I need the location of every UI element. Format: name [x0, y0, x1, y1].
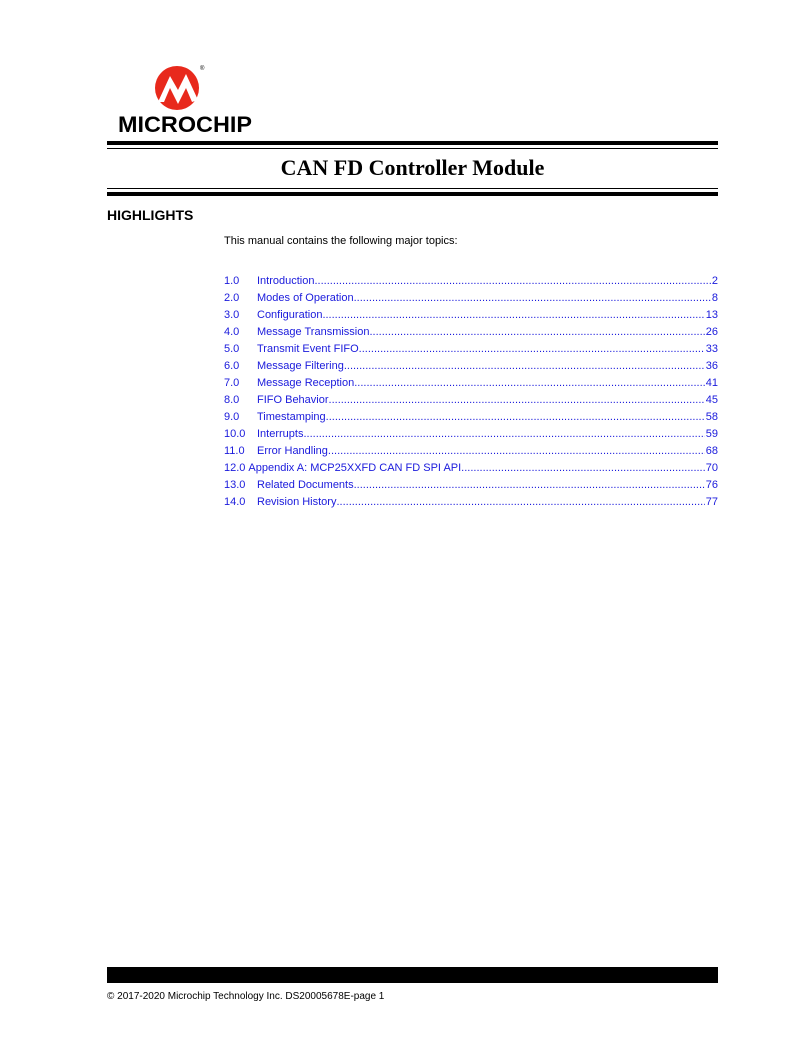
toc-leader-dots: [359, 342, 705, 359]
svg-text:®: ®: [200, 66, 205, 72]
toc-page-number: 76: [705, 479, 718, 491]
toc-page-number: 45: [705, 394, 718, 406]
toc-entry[interactable]: [224, 444, 718, 461]
toc-title: Timestamping: [257, 411, 326, 423]
toc-entry[interactable]: [224, 410, 718, 427]
footer-text: © 2017-2020 Microchip Technology Inc. DS20005678E-page 1: [107, 991, 385, 1002]
microchip-logo-icon: [118, 64, 258, 136]
toc-title: FIFO Behavior: [257, 394, 329, 406]
toc-entry[interactable]: [224, 274, 718, 291]
toc-entry[interactable]: [224, 308, 718, 325]
toc-entry[interactable]: [224, 427, 718, 444]
toc-entry[interactable]: [224, 325, 718, 342]
toc-number: 2.0: [224, 292, 240, 304]
toc-entry[interactable]: [224, 495, 718, 512]
toc-title: Message Transmission: [257, 326, 370, 338]
toc-title: Interrupts: [257, 428, 304, 440]
toc-number: 3.0: [224, 309, 240, 321]
toc-entry[interactable]: [224, 461, 718, 478]
svg-text:MICROCHIP: MICROCHIP: [118, 112, 252, 136]
toc-entry[interactable]: [224, 478, 718, 495]
toc-page-number: 77: [705, 496, 718, 508]
toc-page-number: 26: [705, 326, 718, 338]
toc-number: 5.0: [224, 343, 240, 355]
toc-title: Message Filtering: [257, 360, 344, 372]
toc-title: Message Reception: [257, 377, 355, 389]
toc-title: Error Handling: [257, 445, 328, 457]
header-rule-thick: [107, 141, 718, 145]
toc-entry[interactable]: [224, 393, 718, 410]
toc-number: 4.0: [224, 326, 240, 338]
toc-page-number: 8: [711, 292, 718, 304]
toc-number: 8.0: [224, 394, 240, 406]
toc-leader-dots: [336, 495, 704, 512]
header-rule-thin: [107, 148, 718, 149]
table-of-contents: [224, 274, 718, 512]
toc-page-number: 36: [705, 360, 718, 372]
toc-page-number: 2: [711, 275, 718, 287]
page-title: CAN FD Controller Module: [280, 155, 545, 180]
toc-number: 9.0: [224, 411, 240, 423]
toc-number: 14.0: [224, 496, 246, 508]
toc-number: 13.0: [224, 479, 246, 491]
toc-title: Related Documents: [257, 479, 354, 491]
title-rule-thin: [107, 188, 718, 189]
highlights-heading: HIGHLIGHTS: [107, 207, 194, 223]
toc-title: Modes of Operation: [257, 292, 354, 304]
toc-leader-dots: [329, 393, 705, 410]
toc-entry[interactable]: [224, 376, 718, 393]
toc-leader-dots: [326, 410, 705, 427]
toc-leader-dots: [303, 427, 704, 444]
toc-page-number: 58: [705, 411, 718, 423]
toc-number: 10.0: [224, 428, 246, 440]
toc-number: 7.0: [224, 377, 240, 389]
toc-leader-dots: [354, 376, 705, 393]
toc-page-number: 33: [705, 343, 718, 355]
toc-entry[interactable]: [224, 359, 718, 376]
toc-number: 11.0: [224, 445, 245, 457]
footer-bar: [107, 967, 718, 983]
title-rule-thick: [107, 192, 718, 196]
toc-entry[interactable]: [224, 291, 718, 308]
toc-title: Revision History: [257, 496, 337, 508]
toc-leader-dots: [461, 461, 705, 478]
toc-leader-dots: [314, 274, 710, 291]
toc-title: Configuration: [257, 309, 323, 321]
toc-leader-dots: [322, 308, 704, 325]
intro-text: This manual contains the following major topics:: [224, 235, 458, 247]
microchip-logo: [118, 64, 258, 136]
toc-leader-dots: [328, 444, 705, 461]
toc-title: Introduction: [257, 275, 315, 287]
toc-page-number: 41: [705, 377, 718, 389]
toc-entry[interactable]: [224, 342, 718, 359]
toc-leader-dots: [344, 359, 705, 376]
toc-page-number: 68: [705, 445, 718, 457]
toc-title: Appendix A: MCP25XXFD CAN FD SPI API: [248, 462, 462, 474]
toc-number: 12.0: [224, 462, 246, 474]
toc-title: Transmit Event FIFO: [257, 343, 359, 355]
toc-number: 6.0: [224, 360, 240, 372]
toc-page-number: 13: [705, 309, 718, 321]
toc-page-number: 59: [705, 428, 718, 440]
toc-number: 1.0: [224, 275, 240, 287]
toc-leader-dots: [354, 478, 705, 495]
toc-page-number: 70: [705, 462, 718, 474]
toc-leader-dots: [370, 325, 705, 342]
toc-leader-dots: [354, 291, 711, 308]
